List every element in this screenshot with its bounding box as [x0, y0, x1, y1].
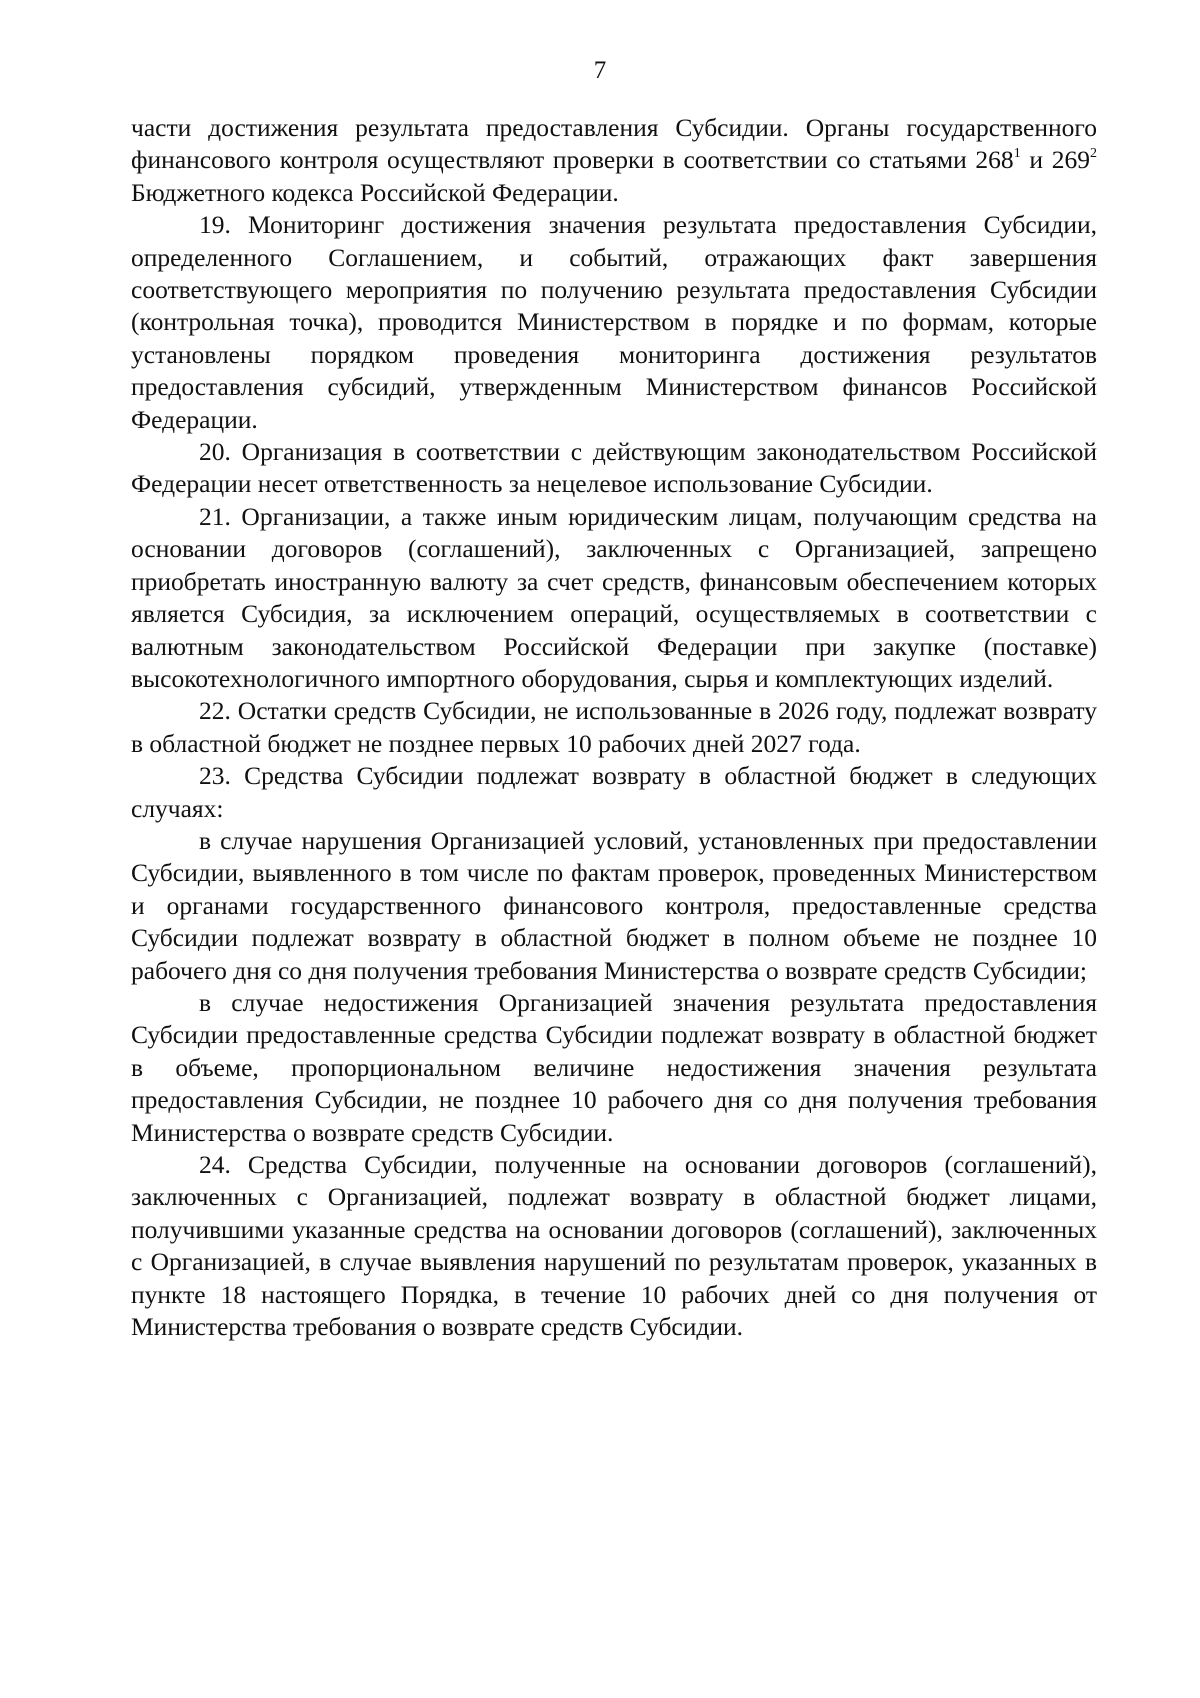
- paragraph-21: 21. Организации, а также иным юридическим лицам, получающим средства на основании договоров (соглашений), заключенных с Организацией, запрещено приобретать иностранную валюту за счет средств, финансовым обеспечением которых является Субсидия, за исключением операций, осуществляемых в соответствии с валютным законодательством Российской Федерации при закупке (поставке) высокотехнологичного импортного оборудования, сырья и комплектующих изделий.: [131, 501, 1097, 693]
- paragraph-23-case-1: в случае нарушения Организацией условий, установленных при предоставлении Субсидии, выявленного в том числе по фактам проверок, проведенных Министерством и органами государственного финансового контроля, предоставленные средства Субсидии подлежат возврату в областной бюджет в полном объеме не позднее 10 рабочего дня со дня получения требования Министерства о возврате средств Субсидии;: [131, 825, 1097, 985]
- paragraph-20: 20. Организация в соответствии с действующим законодательством Российской Федерации несет ответственность за нецелевое использование Субсидии.: [131, 437, 1097, 499]
- paragraph-24: 24. Средства Субсидии, полученные на основании договоров (соглашений), заключенных с Организацией, подлежат возврату в областной бюджет лицами, получившими указанные средства на основании договоров (соглашений), заключенных с Организацией, в случае выявления нарушений по результатам проверок, указанных в пункте 18 настоящего Порядка, в течение 10 рабочих дней со дня получения от Министерства требования о возврате средств Субсидии.: [131, 1150, 1097, 1342]
- paragraph-23-case-2: в случае недостижения Организацией значения результата предоставления Субсидии предоставленные средства Субсидии подлежат возврату в областной бюджет в объеме, пропорциональном величине недостижения значения результата предоставления Субсидии, не позднее 10 рабочего дня со дня получения требования Министерства о возврате средств Субсидии.: [131, 987, 1097, 1147]
- paragraph-18-continuation: [131, 112, 1097, 209]
- document-body: [131, 112, 1097, 1343]
- paragraph-18-text-2: и 269: [1020, 145, 1090, 175]
- footnote-mark-1: 1: [1013, 145, 1021, 161]
- paragraph-19: 19. Мониторинг достижения значения результата предоставления Субсидии, определенного Соглашением, и событий, отражающих факт завершения соответствующего мероприятия по получению результата предоставления Субсидии (контрольная точка), проводится Министерством в порядке и по формам, которые установлены порядком проведения мониторинга достижения результатов предоставления субсидий, утвержденным Министерством финансов Российской Федерации.: [131, 210, 1097, 434]
- paragraph-22: 22. Остатки средств Субсидии, не использованные в 2026 году, подлежат возврату в областной бюджет не позднее первых 10 рабочих дней 2027 года.: [131, 696, 1097, 758]
- page-number: 7: [593, 57, 607, 84]
- footnote-mark-2: 2: [1089, 145, 1097, 161]
- paragraph-23: 23. Средства Субсидии подлежат возврату в областной бюджет в следующих случаях:: [131, 761, 1097, 823]
- paragraph-18-text-3: Бюджетного кодекса Российской Федерации.: [131, 177, 619, 207]
- paragraph-18-text-1: части достижения результата предоставления Субсидии. Органы государственного финансового контроля осуществляют проверки в соответствии со статьями 268: [131, 113, 1097, 175]
